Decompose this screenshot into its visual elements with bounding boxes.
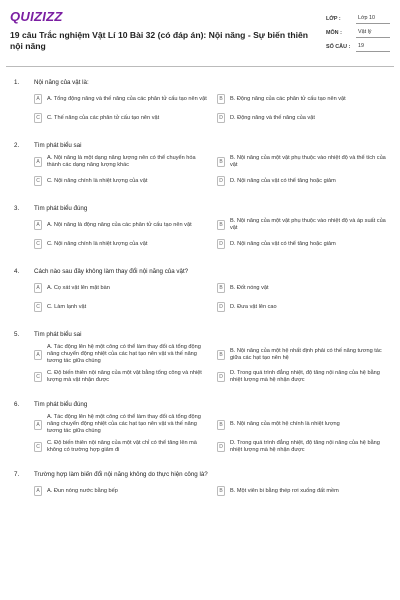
question-list xyxy=(0,76,400,512)
option-text: B. Nội năng của một vật phụ thuộc vào nhiệt độ và áp suất của vật xyxy=(230,218,386,231)
option-letter-badge: B xyxy=(217,350,225,360)
meta-row xyxy=(326,26,390,40)
answer-option-d[interactable] xyxy=(217,300,392,314)
answer-options xyxy=(34,281,400,314)
option-text: A. Tác động lên hệ một công có thể làm thay đổi cả tổng động năng chuyển động nhiệt của các hạt tạo nên vật và thế năng tương tác giữa chúng xyxy=(47,344,201,364)
option-text: B. Nội năng của một hệ chính là nhiệt lượng xyxy=(230,421,340,427)
option-text: A. Đun nóng nước bằng bếp xyxy=(47,487,118,494)
question-text: Trường hợp làm biến đổi nội năng không do thực hiện công là? xyxy=(34,470,208,478)
question-header xyxy=(0,468,400,480)
option-text: B. Đốt nóng vật xyxy=(230,284,269,291)
answer-options xyxy=(34,484,400,498)
meta-value: Lớp 10 xyxy=(356,14,390,24)
option-text: B. Nội năng của một hệ nhất định phải có thế năng tương tác giữa các hạt tạo nên hệ xyxy=(230,347,382,361)
question-block xyxy=(0,468,400,498)
question-number: 1. xyxy=(14,78,20,86)
option-letter-badge: A xyxy=(34,157,42,167)
option-text: B. Động năng của các phân tử cấu tạo nên vật xyxy=(230,95,346,102)
answer-option-b[interactable] xyxy=(217,218,392,232)
question-number: 2. xyxy=(14,141,20,149)
answer-option-b[interactable] xyxy=(217,414,392,435)
answer-option-b[interactable] xyxy=(217,281,392,295)
option-text: A. Tác động lên hệ một công có thể làm thay đổi cả tổng động năng chuyển động nhiệt của các hạt tạo nên vật và thế năng tương tác giữa chúng xyxy=(47,414,201,434)
option-text: C. Độ biến thiên nội năng của một vật bằng tổng công và nhiệt lượng mà vật nhận được xyxy=(47,370,202,383)
option-text: D. Động năng và thế năng của vật xyxy=(230,114,315,121)
option-text: D. Nội năng của vật có thể tăng hoặc giảm xyxy=(230,240,336,247)
option-letter-badge: A xyxy=(34,94,42,104)
option-letter-badge: D xyxy=(217,176,225,186)
option-text: B. Nội năng của một vật phụ thuộc vào nhiệt độ và thể tích của vật xyxy=(230,155,386,168)
question-block xyxy=(0,76,400,125)
option-letter-badge: C xyxy=(34,176,42,186)
option-letter-badge: D xyxy=(217,302,225,312)
option-text: D. Trong quá trình đẳng nhiệt, độ tăng nội năng của hệ bằng nhiệt lượng mà hệ nhận được xyxy=(230,440,380,453)
quizizz-logo: QUIZIZZ xyxy=(10,9,63,24)
question-number: 4. xyxy=(14,267,20,275)
option-letter-badge: A xyxy=(34,350,42,360)
option-letter-badge: B xyxy=(217,283,225,293)
question-block xyxy=(0,139,400,188)
option-letter-badge: C xyxy=(34,442,42,452)
answer-option-c[interactable] xyxy=(34,300,214,314)
question-header xyxy=(0,328,400,340)
answer-options xyxy=(34,344,400,384)
answer-options xyxy=(34,218,400,251)
answer-option-a[interactable] xyxy=(34,344,214,365)
question-number: 7. xyxy=(14,470,20,478)
answer-option-d[interactable] xyxy=(217,111,392,125)
answer-options xyxy=(34,92,400,125)
answer-option-c[interactable] xyxy=(34,440,214,454)
answer-options xyxy=(34,414,400,454)
question-block xyxy=(0,202,400,251)
option-letter-badge: B xyxy=(217,220,225,230)
meta-row xyxy=(326,40,390,54)
option-text: D. Nội năng của vật có thể tăng hoặc giảm xyxy=(230,177,336,184)
option-text: A. Tổng động năng và thế năng của các phân tử cấu tạo nên vật xyxy=(47,95,207,102)
answer-option-a[interactable] xyxy=(34,218,214,232)
question-block xyxy=(0,398,400,454)
question-number: 3. xyxy=(14,204,20,212)
option-text: B. Một viên bi bằng thép rơi xuống đất mềm xyxy=(230,487,339,494)
option-letter-badge: B xyxy=(217,486,225,496)
header-divider xyxy=(6,66,394,67)
question-text: Tìm phát biểu sai xyxy=(34,330,82,338)
answer-option-c[interactable] xyxy=(34,174,214,188)
option-letter-badge: B xyxy=(217,94,225,104)
meta-row xyxy=(326,12,390,26)
question-block xyxy=(0,328,400,384)
answer-option-c[interactable] xyxy=(34,111,214,125)
meta-panel xyxy=(326,12,390,54)
question-text: Tìm phát biểu đúng xyxy=(34,400,88,408)
answer-option-b[interactable] xyxy=(217,344,392,365)
question-header xyxy=(0,139,400,151)
option-letter-badge: C xyxy=(34,239,42,249)
option-text: C. Nội năng chính là nhiệt lượng của vật xyxy=(47,177,148,184)
worksheet-header xyxy=(0,0,400,62)
option-letter-badge: D xyxy=(217,442,225,452)
meta-value: Vật lý xyxy=(356,28,390,38)
question-header xyxy=(0,265,400,277)
option-letter-badge: A xyxy=(34,220,42,230)
option-text: C. Làm lạnh vật xyxy=(47,303,87,310)
option-text: C. Nội năng chính là nhiệt lượng của vật xyxy=(47,240,148,247)
answer-option-d[interactable] xyxy=(217,174,392,188)
option-letter-badge: C xyxy=(34,113,42,123)
answer-option-c[interactable] xyxy=(34,237,214,251)
option-text: C. Độ biến thiên nội năng của một vật chỉ có thể tăng lên mà không có trường hợp giảm đi xyxy=(47,440,197,453)
option-letter-badge: B xyxy=(217,420,225,430)
answer-option-a[interactable] xyxy=(34,92,214,106)
option-text: D. Trong quá trình đẳng nhiệt, độ tăng nội năng của hệ bằng nhiệt lượng mà hệ nhận được xyxy=(230,370,380,383)
question-text: Cách nào sau đây không làm thay đổi nội năng của vật? xyxy=(34,267,189,275)
option-letter-badge: B xyxy=(217,157,225,167)
option-text: A. Nội năng là một dạng năng lượng nên có thể chuyển hóa thành các dạng năng lượng khác xyxy=(47,155,196,168)
document-title: 19 câu Trắc nghiệm Vật Lí 10 Bài 32 (có đáp án): Nội năng - Sự biến thiên nội năng xyxy=(10,30,308,51)
answer-option-a[interactable] xyxy=(34,155,214,169)
question-number: 6. xyxy=(14,400,20,408)
answer-option-c[interactable] xyxy=(34,370,214,384)
option-letter-badge: D xyxy=(217,372,225,382)
option-letter-badge: D xyxy=(217,239,225,249)
option-text: C. Thế năng của các phân tử cấu tạo nên vật xyxy=(47,114,160,121)
answer-option-a[interactable] xyxy=(34,414,214,435)
answer-option-b[interactable] xyxy=(217,92,392,106)
answer-option-d[interactable] xyxy=(217,440,392,454)
question-text: Tìm phát biểu sai xyxy=(34,141,82,149)
question-header xyxy=(0,398,400,410)
answer-options xyxy=(34,155,400,188)
answer-option-b[interactable] xyxy=(217,155,392,169)
option-letter-badge: C xyxy=(34,302,42,312)
question-block xyxy=(0,265,400,314)
option-text: A. Nội năng là động năng của các phân tử cấu tạo nên vật xyxy=(47,221,192,228)
answer-option-d[interactable] xyxy=(217,237,392,251)
option-letter-badge: A xyxy=(34,283,42,293)
meta-label: SỐ CÂU : xyxy=(326,44,351,50)
answer-option-d[interactable] xyxy=(217,370,392,384)
option-letter-badge: D xyxy=(217,113,225,123)
option-text: A. Cọ xát vật lên mặt bàn xyxy=(47,284,110,291)
option-text: D. Đưa vật lên cao xyxy=(230,303,277,310)
question-number: 5. xyxy=(14,330,20,338)
meta-label: MÔN : xyxy=(326,30,342,36)
question-header xyxy=(0,76,400,88)
option-letter-badge: A xyxy=(34,420,42,430)
question-header xyxy=(0,202,400,214)
answer-option-a[interactable] xyxy=(34,281,214,295)
answer-option-b[interactable] xyxy=(217,484,392,498)
question-text: Tìm phát biểu đúng xyxy=(34,204,88,212)
meta-label: LỚP : xyxy=(326,16,341,22)
question-text: Nội năng của vật là: xyxy=(34,78,89,86)
answer-option-a[interactable] xyxy=(34,484,214,498)
option-letter-badge: A xyxy=(34,486,42,496)
meta-value: 19 xyxy=(356,42,390,52)
option-letter-badge: C xyxy=(34,372,42,382)
